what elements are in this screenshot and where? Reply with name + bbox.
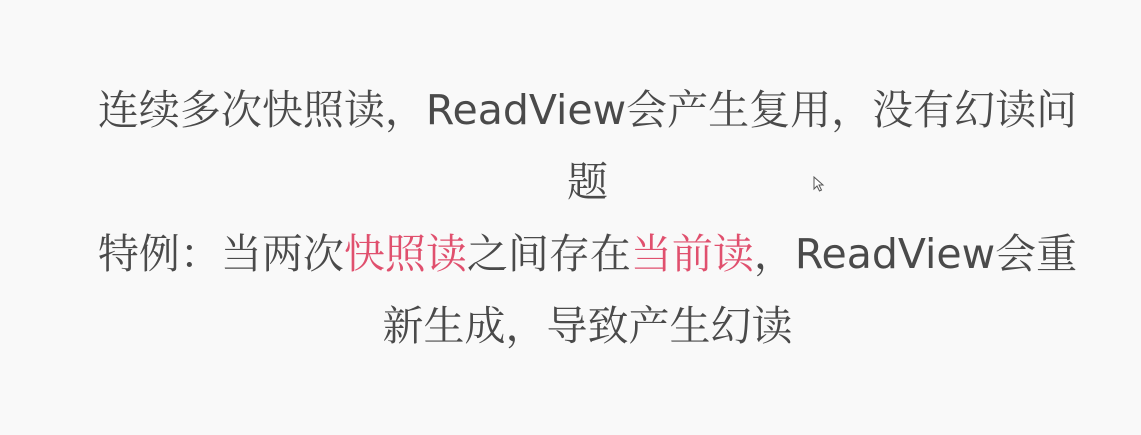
- paragraph-special-case: [95, 218, 1080, 362]
- special-case-text-1: 特例：当两次: [97, 230, 344, 278]
- highlight-snapshot-read: 快照读: [343, 230, 467, 278]
- mouse-pointer-icon: [813, 176, 825, 192]
- paragraph-snapshot-reuse: 连续多次快照读，ReadView会产生复用，没有幻读问题: [97, 86, 1078, 206]
- special-case-text-3: ，ReadView会重新生成，导致产生幻读: [382, 230, 1078, 350]
- special-case-text-2: 之间存在: [466, 230, 631, 278]
- slide-text-block: [95, 74, 1080, 362]
- highlight-current-read: 当前读: [630, 230, 754, 278]
